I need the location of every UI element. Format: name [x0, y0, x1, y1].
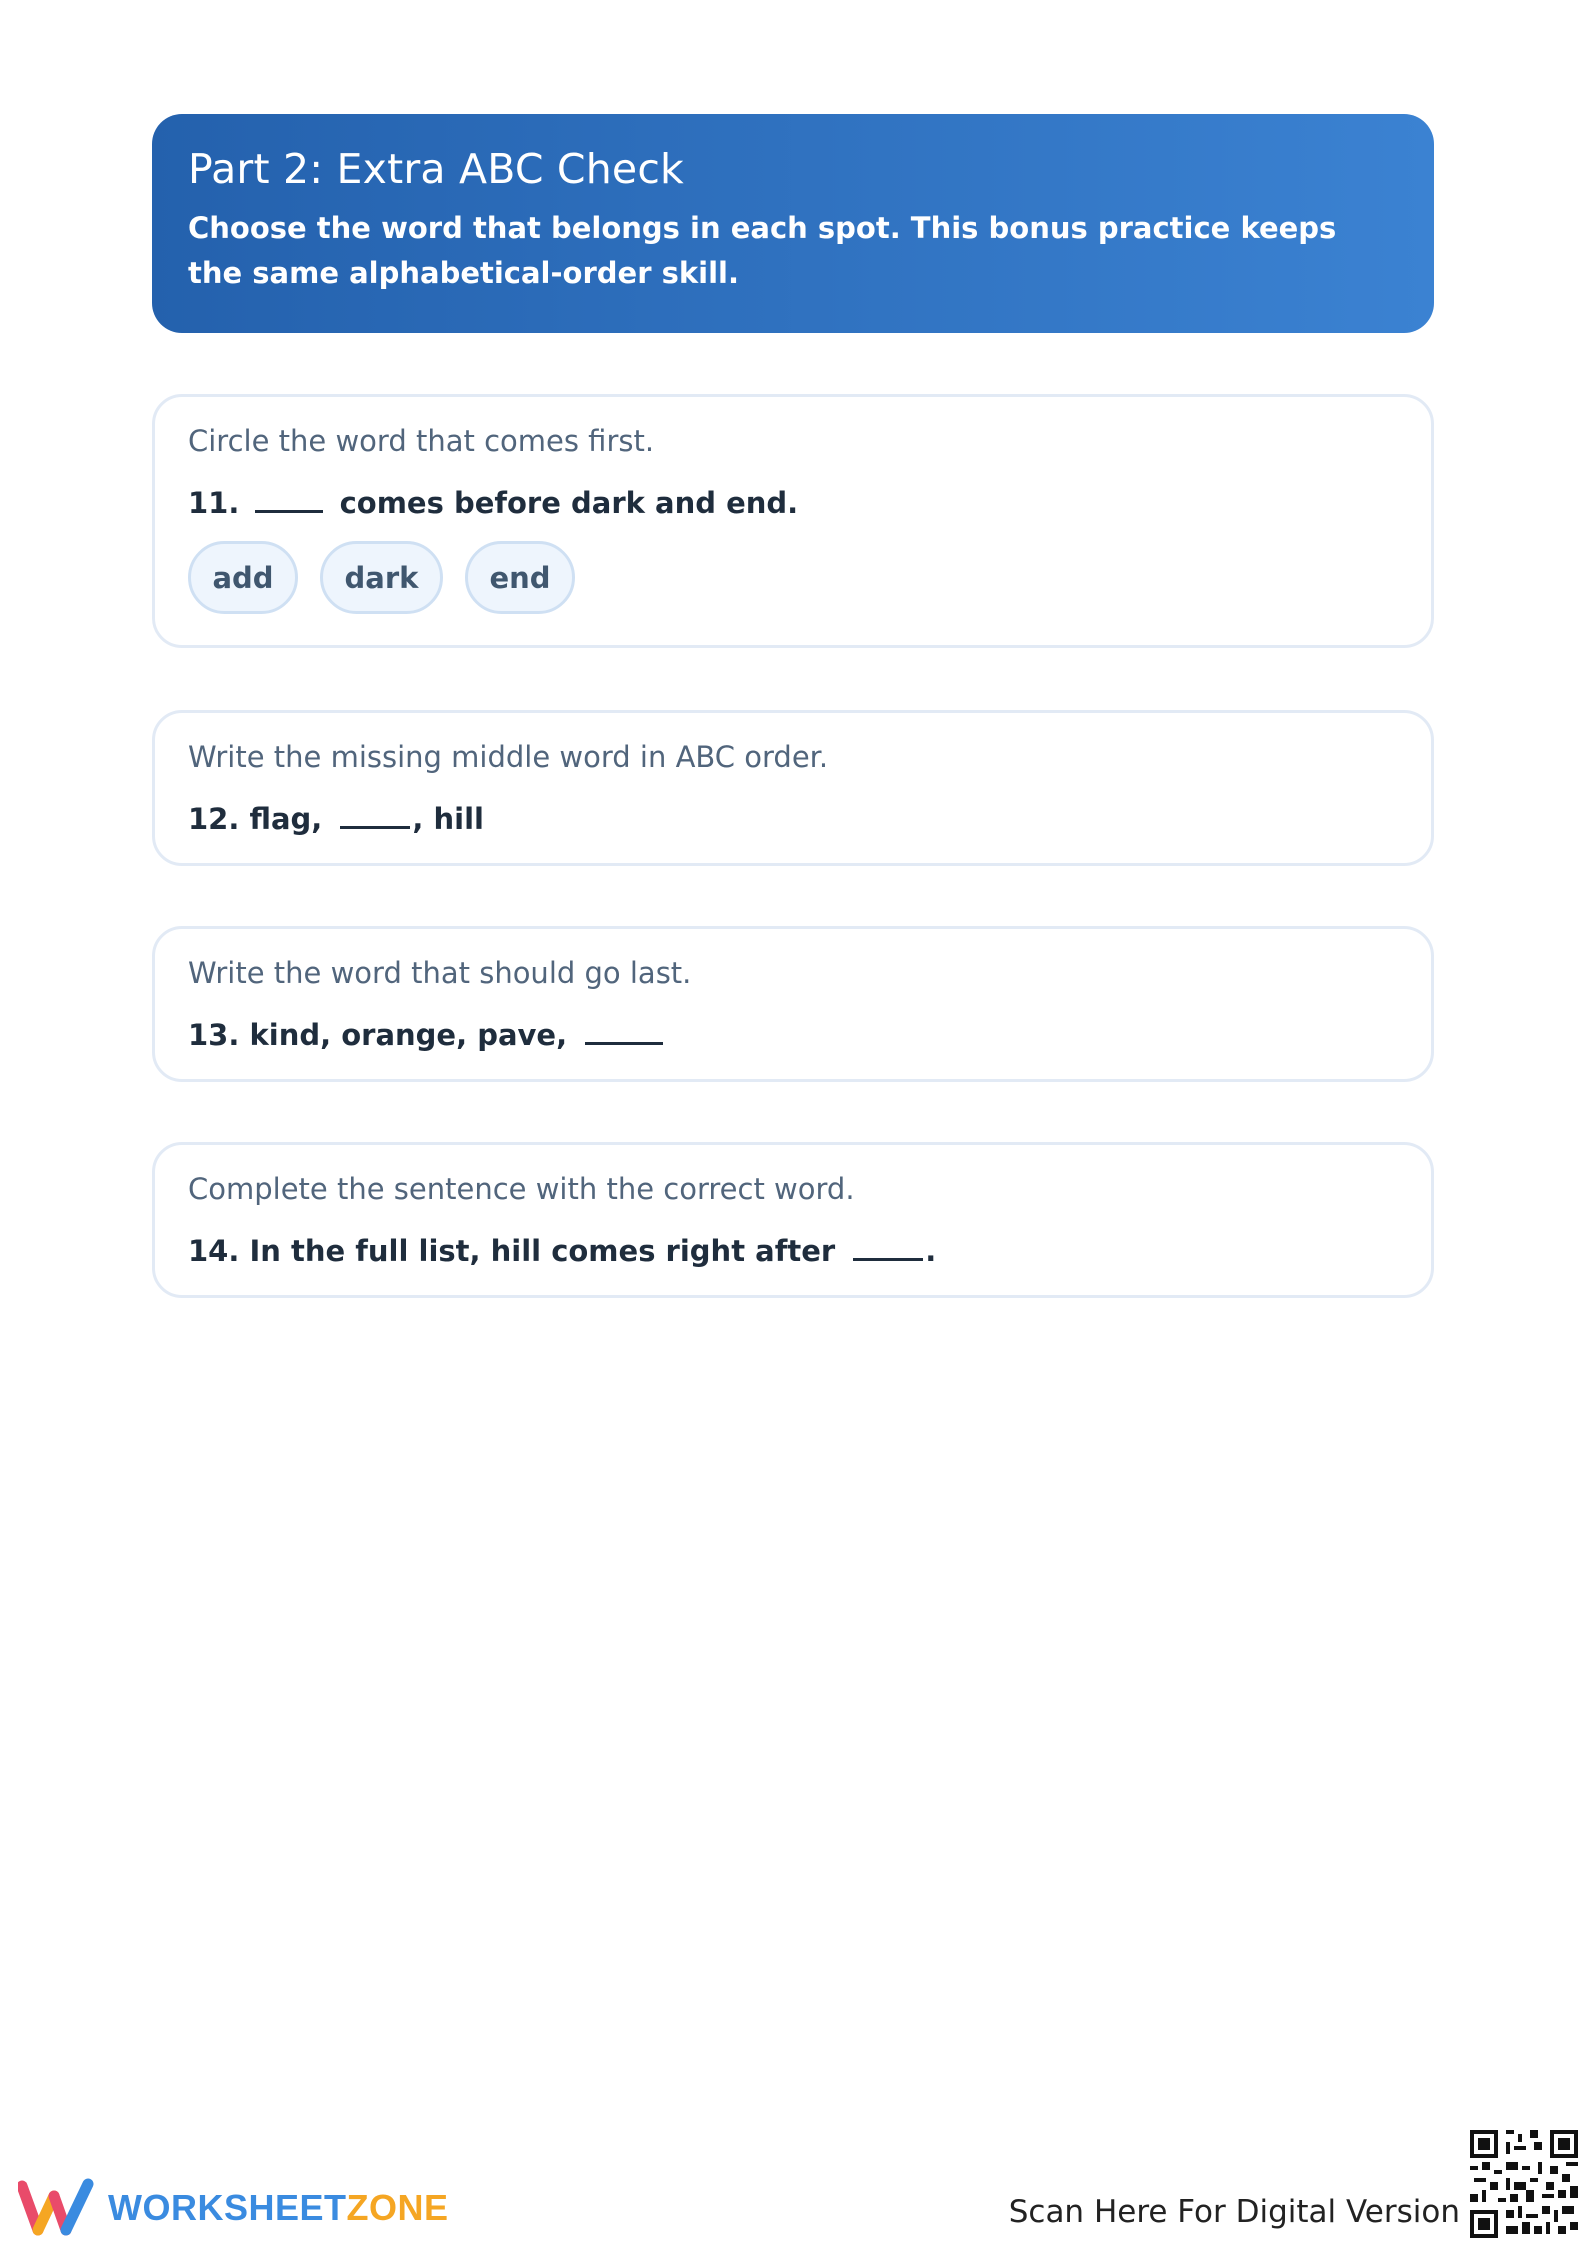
question-text	[188, 478, 1398, 523]
answer-blank[interactable]	[853, 1226, 923, 1261]
question-text	[188, 1226, 1398, 1271]
question-text-after: .	[925, 1234, 937, 1268]
qr-code-icon[interactable]	[1470, 2130, 1578, 2238]
question-text-before: 14. In the full list, hill comes right after	[188, 1234, 836, 1268]
answer-blank[interactable]	[585, 1010, 663, 1045]
section-title: Part 2: Extra ABC Check	[188, 145, 684, 193]
question-instruction: Complete the sentence with the correct word.	[188, 1172, 855, 1206]
answer-options	[188, 541, 1398, 614]
question-card-12	[152, 710, 1434, 866]
question-text-after: , hill	[412, 802, 485, 836]
answer-blank[interactable]	[340, 794, 410, 829]
question-text-after: comes before dark and end.	[339, 486, 799, 520]
question-text-before: 12. flag,	[188, 802, 323, 836]
question-instruction: Circle the word that comes first.	[188, 424, 655, 458]
question-card-11	[152, 394, 1434, 648]
section-header	[152, 114, 1434, 333]
question-number: 11.	[188, 486, 240, 520]
option-end[interactable]: end	[465, 541, 575, 614]
worksheetzone-logo[interactable]	[18, 2178, 449, 2238]
option-add[interactable]: add	[188, 541, 298, 614]
question-instruction: Write the word that should go last.	[188, 956, 692, 990]
question-instruction: Write the missing middle word in ABC order.	[188, 740, 829, 774]
question-text	[188, 794, 1398, 839]
section-instructions: Choose the word that belongs in each spot. This bonus practice keeps the same alphabetical-order skill.	[188, 211, 1337, 290]
question-card-14	[152, 1142, 1434, 1298]
worksheetzone-logo-icon	[18, 2178, 94, 2238]
option-dark[interactable]: dark	[320, 541, 443, 614]
question-card-13	[152, 926, 1434, 1082]
brand-name: WORKSHEETZONE	[108, 2187, 449, 2228]
question-text	[188, 1010, 1398, 1055]
scan-text: Scan Here For Digital Version	[1008, 2194, 1460, 2230]
question-text-before: 13. kind, orange, pave,	[188, 1018, 568, 1052]
answer-blank[interactable]	[255, 478, 323, 513]
